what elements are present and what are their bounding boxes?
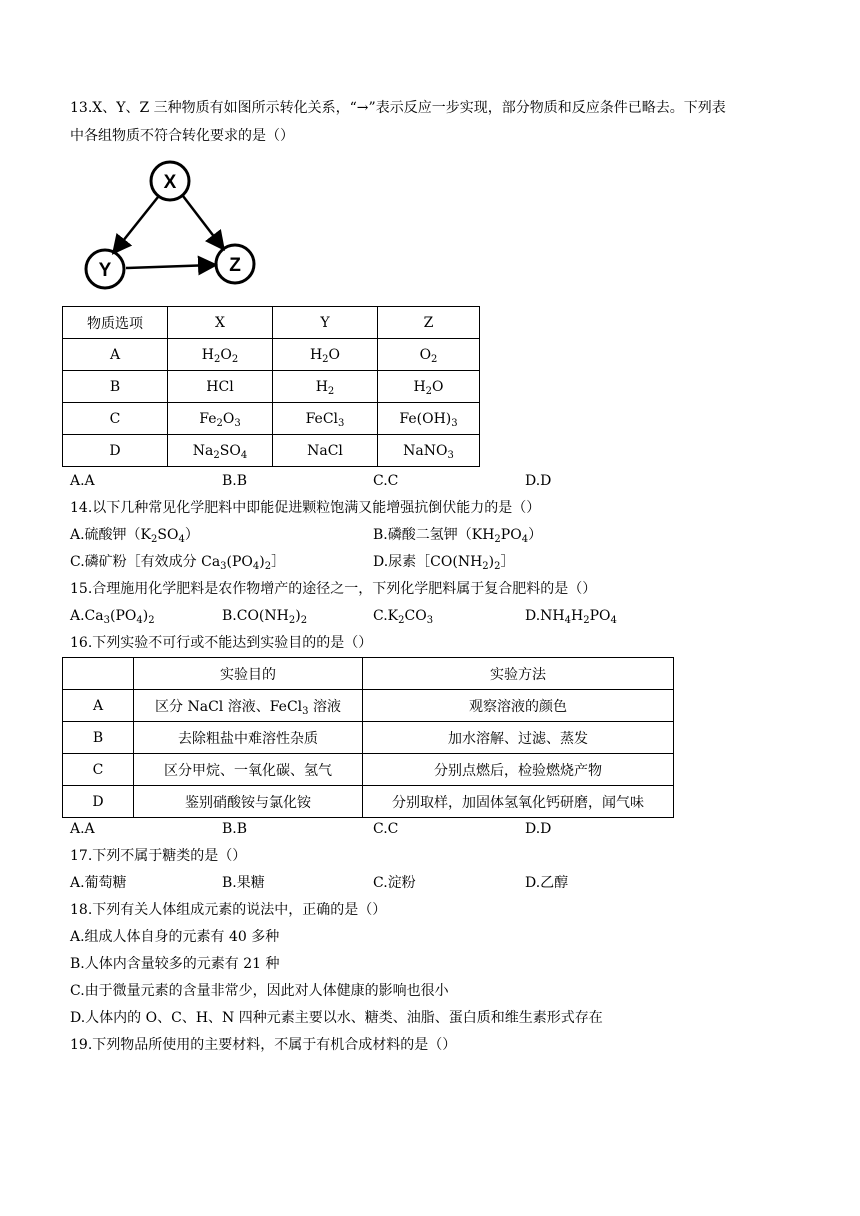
q13-stem-line-1: 13.X、Y、Z 三种物质有如图所示转化关系，“→”表示反应一步实现，部分物质和反应条件已略去。下列表: [70, 100, 726, 116]
q15-option-a: $A.Ca_3(PO_4)_2$: [70, 608, 155, 626]
q17-option-c: C.淀粉: [373, 875, 416, 891]
method-cell: 加水溶解、过滤、蒸发: [363, 722, 674, 754]
goal-cell: 鉴别硝酸铵与氯化铵: [134, 786, 363, 818]
table-row: [63, 339, 480, 371]
q13-answer-d: D.D: [525, 473, 552, 489]
xyz-conversion-diagram: [70, 156, 270, 296]
header-cell: Z: [378, 307, 480, 339]
arrow-x-to-y: [115, 197, 158, 251]
y-cell: $H_2O$: [273, 339, 378, 371]
table-row: [63, 786, 674, 818]
q14-option-c: C.磷矿粉［有效成分 $Ca_3(PO_4)_2]$: [70, 554, 286, 572]
goal-cell: 去除粗盐中难溶性杂质: [134, 722, 363, 754]
q14-option-d: D.尿素$[CO(NH_2)_2]$: [373, 554, 515, 572]
q16-stem: 16.下列实验不可行或不能达到实验目的的是（）: [70, 635, 373, 651]
header-cell: X: [168, 307, 273, 339]
q16-answer-a: A.A: [70, 821, 95, 837]
header-cell: 实验目的: [134, 658, 363, 690]
z-cell: $Fe(OH)_3$: [378, 403, 480, 435]
q15-option-d: $D.NH_4H_2PO_4$: [525, 608, 617, 626]
method-cell: 观察溶液的颜色: [363, 690, 674, 722]
z-cell: $O_2$: [378, 339, 480, 371]
option-cell: A: [63, 690, 134, 722]
q16-answer-c: C.C: [373, 821, 399, 837]
q17-option-b: B.果糖: [222, 875, 265, 891]
x-cell: $H_2O_2$: [168, 339, 273, 371]
q18-stem: 18.下列有关人体组成元素的说法中，正确的是（）: [70, 902, 387, 918]
method-cell: 分别点燃后，检验燃烧产物: [363, 754, 674, 786]
q13-answer-c: C.C: [373, 473, 399, 489]
option-cell: B: [63, 371, 168, 403]
x-cell: HCl: [168, 371, 273, 403]
q17-option-a: A.葡萄糖: [70, 875, 127, 891]
header-cell: 物质选项: [63, 307, 168, 339]
q15-stem: 15.合理施用化学肥料是农作物增产的途径之一，下列化学肥料属于复合肥料的是（）: [70, 581, 597, 597]
q16-answer-d: D.D: [525, 821, 552, 837]
q16-table: [62, 657, 674, 818]
header-cell: 实验方法: [363, 658, 674, 690]
table-header-row: [63, 658, 674, 690]
q17-stem: 17.下列不属于糖类的是（）: [70, 848, 247, 864]
q18-option-d: D.人体内的 O、C、H、N 四种元素主要以水、糖类、油脂、蛋白质和维生素形式存在: [70, 1010, 603, 1026]
q14-stem: 14.以下几种常见化学肥料中即能促进颗粒饱满又能增强抗倒伏能力的是（）: [70, 500, 541, 516]
q18-option-a: A.组成人体自身的元素有 40 多种: [70, 929, 280, 945]
table-header-row: [63, 307, 480, 339]
header-cell: Y: [273, 307, 378, 339]
q15-option-b: $B.CO(NH_2)_2$: [222, 608, 308, 626]
arrow-y-to-z: [126, 265, 213, 268]
q16-answer-b: B.B: [222, 821, 248, 837]
option-cell: C: [63, 403, 168, 435]
option-cell: C: [63, 754, 134, 786]
q13-table: [62, 306, 480, 467]
table-row: [63, 403, 480, 435]
q15-option-c: $C.K_2CO_3$: [373, 608, 434, 626]
y-cell: NaCl: [273, 435, 378, 467]
q13-stem-line-2: 中各组物质不符合转化要求的是（）: [70, 128, 294, 144]
table-row: [63, 371, 480, 403]
goal-cell: 区分甲烷、一氧化碳、氢气: [134, 754, 363, 786]
y-cell: $H_2$: [273, 371, 378, 403]
q13-answer-b: B.B: [222, 473, 248, 489]
q18-option-c: C.由于微量元素的含量非常少，因此对人体健康的影响也很小: [70, 983, 449, 999]
arrow-x-to-z: [183, 196, 222, 247]
table-row: [63, 722, 674, 754]
x-cell: $Fe_2O_3$: [168, 403, 273, 435]
q13-answer-a: A.A: [70, 473, 95, 489]
q14-option-a: A.硫酸钾$(K_2SO_4)$: [70, 527, 199, 545]
q17-option-d: D.乙醇: [525, 875, 569, 891]
table-row: [63, 690, 674, 722]
node-x-label: X: [163, 172, 177, 193]
option-cell: B: [63, 722, 134, 754]
table-row: [63, 754, 674, 786]
q19-stem: 19.下列物品所使用的主要材料，不属于有机合成材料的是（）: [70, 1037, 457, 1053]
table-row: [63, 435, 480, 467]
q14-option-b: B.磷酸二氢钾$(KH_2PO_4)$: [373, 527, 543, 545]
goal-cell: 区分 NaCl 溶液、FeCl$_3$ 溶液: [134, 690, 363, 722]
option-cell: D: [63, 435, 168, 467]
q18-option-b: B.人体内含量较多的元素有 21 种: [70, 956, 280, 972]
node-y-label: Y: [98, 260, 112, 281]
y-cell: FeCl$_3$: [273, 403, 378, 435]
x-cell: $Na_2SO_4$: [168, 435, 273, 467]
node-z-label: Z: [229, 255, 241, 276]
option-cell: D: [63, 786, 134, 818]
z-cell: NaNO$_3$: [378, 435, 480, 467]
method-cell: 分别取样，加固体氢氧化钙研磨，闻气味: [363, 786, 674, 818]
z-cell: $H_2O$: [378, 371, 480, 403]
option-cell: A: [63, 339, 168, 371]
header-cell: [63, 658, 134, 690]
